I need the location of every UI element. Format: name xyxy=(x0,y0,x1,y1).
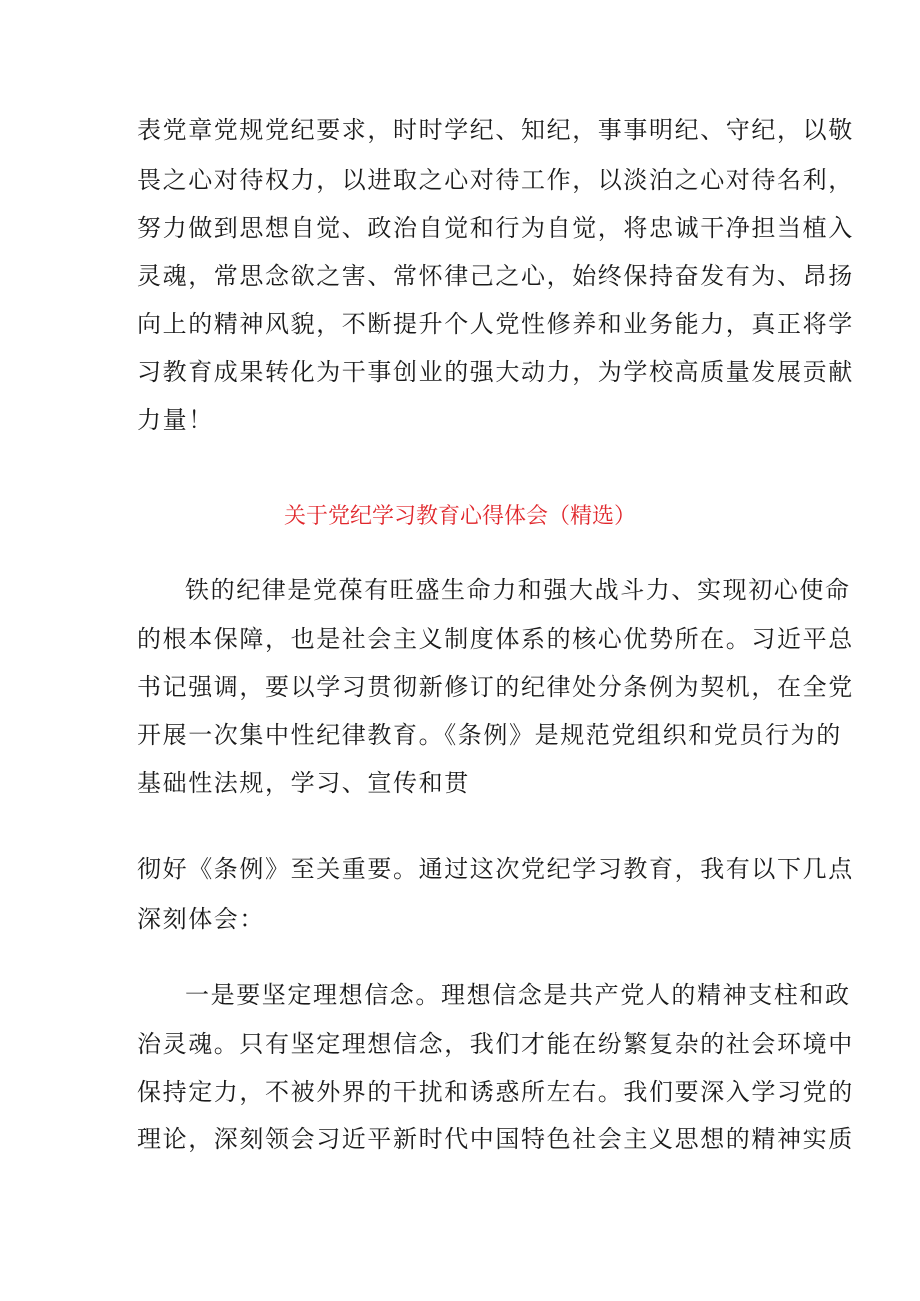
para4-line-1: 一是要坚定理想信念。理想信念是共产党人的精神支柱和政 xyxy=(185,981,851,1009)
para2-line-3: 书记强调，要以学习贯彻新修订的纪律处分条例为契机，在全党 xyxy=(137,673,854,701)
section-title: 关于党纪学习教育心得体会（精选） xyxy=(283,504,636,529)
para3-line-1: 彻好《条例》至关重要。通过这次党纪学习教育，我有以下几点 xyxy=(137,855,854,883)
para4-line-3: 保持定力，不被外界的干扰和诱惑所左右。我们要深入学习党的 xyxy=(137,1078,854,1106)
para4-line-2: 治灵魂。只有坚定理想信念，我们才能在纷繁复杂的社会环境中 xyxy=(137,1030,854,1058)
para1-line-3: 努力做到思想自觉、政治自觉和行为自觉，将忠诚干净担当植入 xyxy=(137,214,854,242)
para2-line-4: 开展一次集中性纪律教育。《条例》是规范党组织和党员行为的 xyxy=(137,721,842,749)
para4-line-4: 理论，深刻领会习近平新时代中国特色社会主义思想的精神实质 xyxy=(137,1125,854,1153)
para2-line-5: 基础性法规，学习、宣传和贯 xyxy=(137,769,470,797)
para1-line-6: 习教育成果转化为干事创业的强大动力，为学校高质量发展贡献 xyxy=(137,358,854,386)
para1-line-1: 表党章党规党纪要求，时时学纪、知纪，事事明纪、守纪，以敬 xyxy=(137,116,854,144)
para1-line-2: 畏之心对待权力，以进取之心对待工作，以淡泊之心对待名利， xyxy=(137,166,854,194)
para1-line-5: 向上的精神风貌，不断提升个人党性修养和业务能力，真正将学 xyxy=(137,310,854,338)
para1-line-7: 力量！ xyxy=(137,406,214,434)
para2-line-2: 的根本保障，也是社会主义制度体系的核心优势所在。习近平总 xyxy=(137,625,854,653)
para3-line-2: 深刻体会： xyxy=(137,905,265,933)
para1-line-4: 灵魂，常思念欲之害、常怀律己之心，始终保持奋发有为、昂扬 xyxy=(137,262,854,290)
para2-line-1: 铁的纪律是党葆有旺盛生命力和强大战斗力、实现初心使命 xyxy=(185,576,851,604)
